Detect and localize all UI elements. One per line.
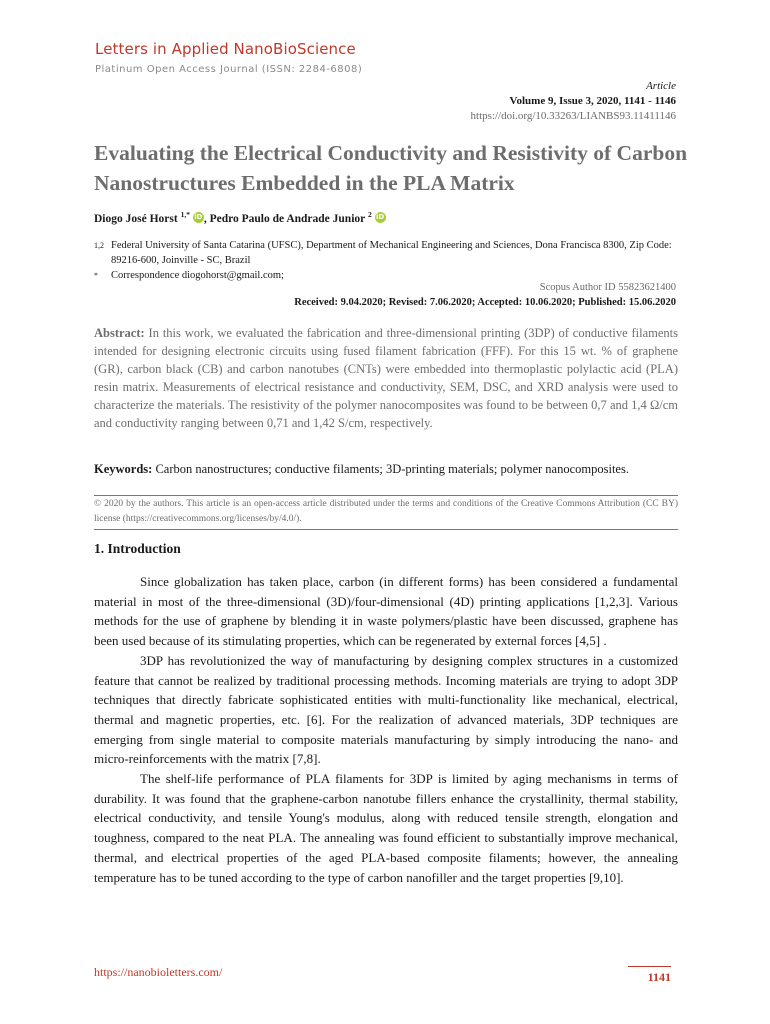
author-affil-mark: 2 <box>367 210 372 219</box>
author-name: Pedro Paulo de Andrade Junior <box>209 212 366 225</box>
author-name: Diogo José Horst <box>94 212 178 225</box>
affiliation-text: Federal University of Santa Catarina (UFSC), Department of Mechanical Engineering and Sciences, Dona Francisca 8300, Zip Code: 89216-600, Joinville - SC, Brazil <box>111 240 672 266</box>
paragraph: The shelf-life performance of PLA filaments for 3DP is limited by aging mechanisms in terms of durability. It was found that the graphene-carbon nanotube fillers enhance the crystallinity, thermal stability, electrical conductivity, and tensile Young's modulus, along with reduced tensile strength, elongation and toughness, compared to the neat PLA. The annealing was found efficient to substantially improve mechanical, thermal, and electrical properties of the aged PLA-based composite filaments; however, the annealing temperature has to be tuned according to the type of carbon nanofiller and the target properties [9,10]. <box>94 771 678 885</box>
paragraph: Since globalization has taken place, carbon (in different forms) has been considered a fundamental material in most of the three-dimensional (3D)/four-dimensional (4D) printing applications [1,2,3]. Various methods for the use of graphene by blending it in waste polymers/plastic have been discussed, graphene has been used because of its stimulating properties, which can be regenerated by external forces [4,5] . <box>94 574 678 649</box>
orcid-icon[interactable]: iD <box>194 212 203 221</box>
affiliation-mark: 1,2 <box>94 241 104 250</box>
page-number-rule <box>628 966 671 967</box>
section-body <box>94 572 678 887</box>
author-separator: , <box>203 212 210 225</box>
orcid-icon[interactable]: iD <box>375 212 385 221</box>
keywords <box>94 460 678 478</box>
correspondence <box>94 268 678 283</box>
publication-dates: Received: 9.04.2020; Revised: 7.06.2020; Accepted: 10.06.2020; Published: 15.06.2020 <box>294 297 676 308</box>
footer-link[interactable]: https://nanobioletters.com/ <box>94 965 223 979</box>
correspondence-text: Correspondence diogohorst@gmail.com; <box>111 270 284 281</box>
divider <box>94 495 678 496</box>
volume-info: Volume 9, Issue 3, 2020, 1141 - 1146 <box>509 95 676 107</box>
divider <box>94 529 678 530</box>
author-affil-mark: 1,* <box>180 210 190 219</box>
journal-title: Letters in Applied NanoBioScience <box>95 40 356 58</box>
paragraph: 3DP has revolutionized the way of manufacturing by designing complex structures in a customized feature that cannot be realized by traditional processing methods. Incoming materials are trying to adopt 3DP techniques that directly fabricate sophisticated entities with multi-functionality like mechanical, electrical, thermal and magnetic properties, etc. [6]. For the realization of advanced materials, 3DP techniques are emerging from single material to composite materials manufacturing by simply introducing the nano- and micro-reinforcements with the matrix [7,8]. <box>94 652 678 767</box>
affiliation <box>94 238 678 268</box>
affiliation-mark: * <box>94 271 98 280</box>
abstract-text: In this work, we evaluated the fabrication and three-dimensional printing (3DP) of conductive filaments intended for designing electronic circuits using fused filament fabrication (FFF). For this 15 wt. % of graphene (GR), carbon black (CB) and carbon nanotubes (CNTs) were embedded into thermoplastic polylactic acid (PLA) resin matrix. Measurements of electrical resistance and conductivity, SEM, DSC, and XRD analysis were used to characterize the materials. The resistivity of the polymer nanocomposites was found to be between 0,7 and 1,4 Ω/cm and conductivity ranging between 0,71 and 1,42 S/cm, respectively. <box>94 326 679 431</box>
doi-link[interactable]: https://doi.org/10.33263/LIANBS93.11411146 <box>470 110 676 122</box>
scopus-id: Scopus Author ID 55823621400 <box>539 282 676 293</box>
author-list <box>94 210 386 225</box>
article-title: Evaluating the Electrical Conductivity and Resistivity of Carbon Nanostructures Embedded in the PLA Matrix <box>94 141 688 195</box>
keywords-text: Carbon nanostructures; conductive filaments; 3D-printing materials; polymer nanocomposites. <box>155 462 629 476</box>
abstract-label: Abstract: <box>94 326 145 340</box>
license-notice: © 2020 by the authors. This article is an open-access article distributed under the terms and conditions of the Creative Commons Attribution (CC BY) license (https://creativecommons.org/licenses/by/4.0/). <box>94 499 678 524</box>
journal-subtitle: Platinum Open Access Journal (ISSN: 2284-6808) <box>95 64 363 75</box>
keywords-label: Keywords: <box>94 462 153 476</box>
section-heading: 1. Introduction <box>94 541 181 556</box>
article-type: Article <box>646 80 676 92</box>
abstract <box>94 324 678 433</box>
page-number: 1141 <box>647 970 671 984</box>
